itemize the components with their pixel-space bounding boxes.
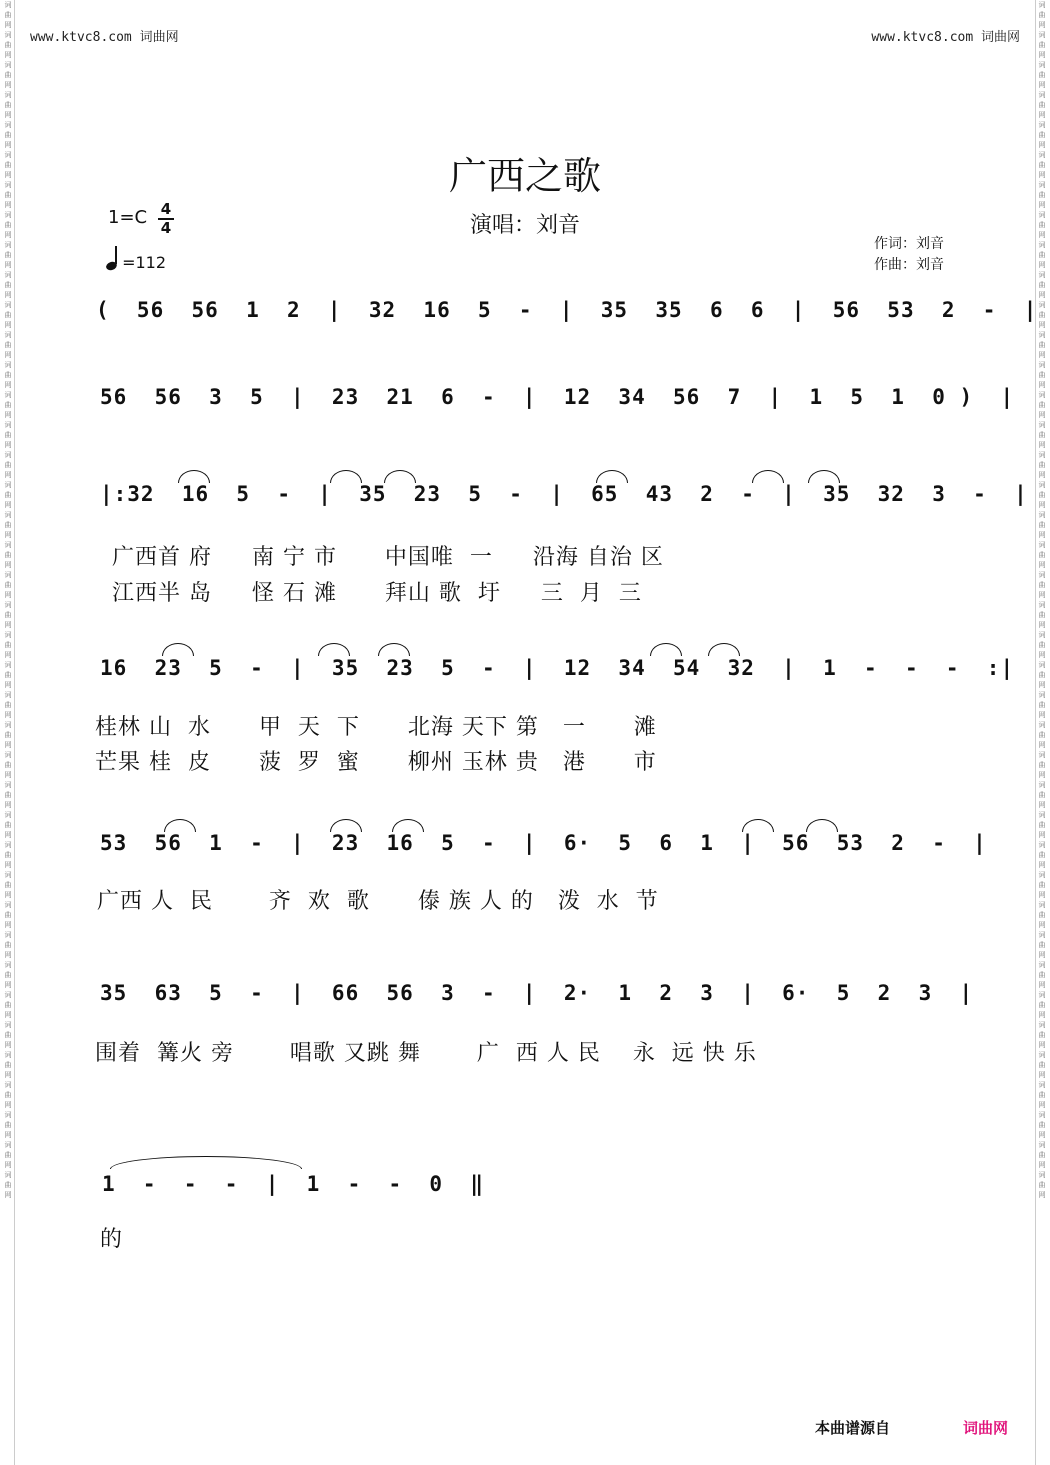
time-bottom: 4 (160, 219, 172, 237)
side-watermark-left: 词曲网词曲网词曲网词曲网词曲网词曲网词曲网词曲网词曲网词曲网词曲网词曲网词曲网词曲网词曲网词曲网词曲网词曲网词曲网词曲网词曲网词曲网词曲网词曲网词曲网词曲网词曲网词曲网词曲网词曲网词曲网词曲网词曲网词曲网词曲网词曲网词曲网词曲网词曲网词曲网 (2, 0, 15, 1465)
singer-credit: 演唱：刘音 (469, 213, 580, 238)
site-url-right[interactable]: www.ktvc8.com 词曲网 (871, 30, 1020, 45)
score-row-5: 53 56 1 - | 23 16 5 - | 6· 5 6 1 | 56 53 2 - | (100, 831, 987, 855)
lyricist-credit: 作词：刘音 (874, 236, 944, 252)
composer-credit: 作曲：刘音 (874, 257, 944, 273)
lyric-row-4-verse-2: 芒果 桂 皮 菠 罗 蜜 柳州 玉林 贵 港 市 (95, 750, 657, 775)
tempo-marking (106, 250, 166, 272)
side-watermark-right: 词曲网词曲网词曲网词曲网词曲网词曲网词曲网词曲网词曲网词曲网词曲网词曲网词曲网词曲网词曲网词曲网词曲网词曲网词曲网词曲网词曲网词曲网词曲网词曲网词曲网词曲网词曲网词曲网词曲网词曲网词曲网词曲网词曲网词曲网词曲网词曲网词曲网词曲网词曲网词曲网 (1035, 0, 1048, 1465)
score-row-2: 56 56 3 5 | 23 21 6 - | 12 34 56 7 | 1 5 1 0 ) | (100, 385, 1015, 409)
score-row-1: ( 56 56 1 2 | 32 16 5 - | 35 35 6 6 | 56 53 2 - | (96, 298, 1038, 322)
slur (650, 643, 682, 656)
lyric-row-7: 的 (100, 1227, 124, 1252)
quarter-note-stem (115, 246, 117, 264)
slur (708, 643, 740, 656)
score-row-6: 35 63 5 - | 66 56 3 - | 2· 1 2 3 | 6· 5 2 3 | (100, 981, 974, 1005)
lyric-row-3-verse-2: 江西半 岛 怪 石 滩 拜山 歌 圩 三 月 三 (112, 581, 642, 606)
score-row-3: |:32 16 5 - | 35 23 5 - | 65 43 2 - | 35 32 3 - | (100, 482, 1028, 506)
tempo-value: =112 (122, 253, 167, 272)
slur (162, 643, 194, 656)
lyric-row-3-verse-1: 广西首 府 南 宁 市 中国唯 一 沿海 自治 区 (112, 545, 664, 570)
score-row-7: 1 - - - | 1 - - 0 ‖ (102, 1172, 485, 1196)
time-top: 4 (160, 200, 172, 218)
key-signature: 1=C (108, 207, 148, 228)
lyric-row-6: 围着 篝火 旁 唱歌 又跳 舞 广 西 人 民 永 远 快 乐 (95, 1041, 757, 1066)
slur (318, 643, 350, 656)
site-url-left[interactable]: www.ktvc8.com 词曲网 (30, 30, 179, 45)
lyric-row-4-verse-1: 桂林 山 水 甲 天 下 北海 天下 第 一 滩 (95, 715, 657, 740)
score-row-4: 16 23 5 - | 35 23 5 - | 12 34 54 32 | 1 - - - :| (100, 656, 1015, 680)
tie (110, 1156, 302, 1169)
footer-source-label: 本曲谱源自 (815, 1419, 891, 1437)
slur (378, 643, 410, 656)
time-signature (156, 201, 176, 237)
song-title: 广西之歌 (448, 154, 601, 198)
lyric-row-5: 广西 人 民 齐 欢 歌 傣 族 人 的 泼 水 节 (97, 889, 659, 914)
footer-brand-link[interactable]: 词曲网 (963, 1419, 1009, 1437)
